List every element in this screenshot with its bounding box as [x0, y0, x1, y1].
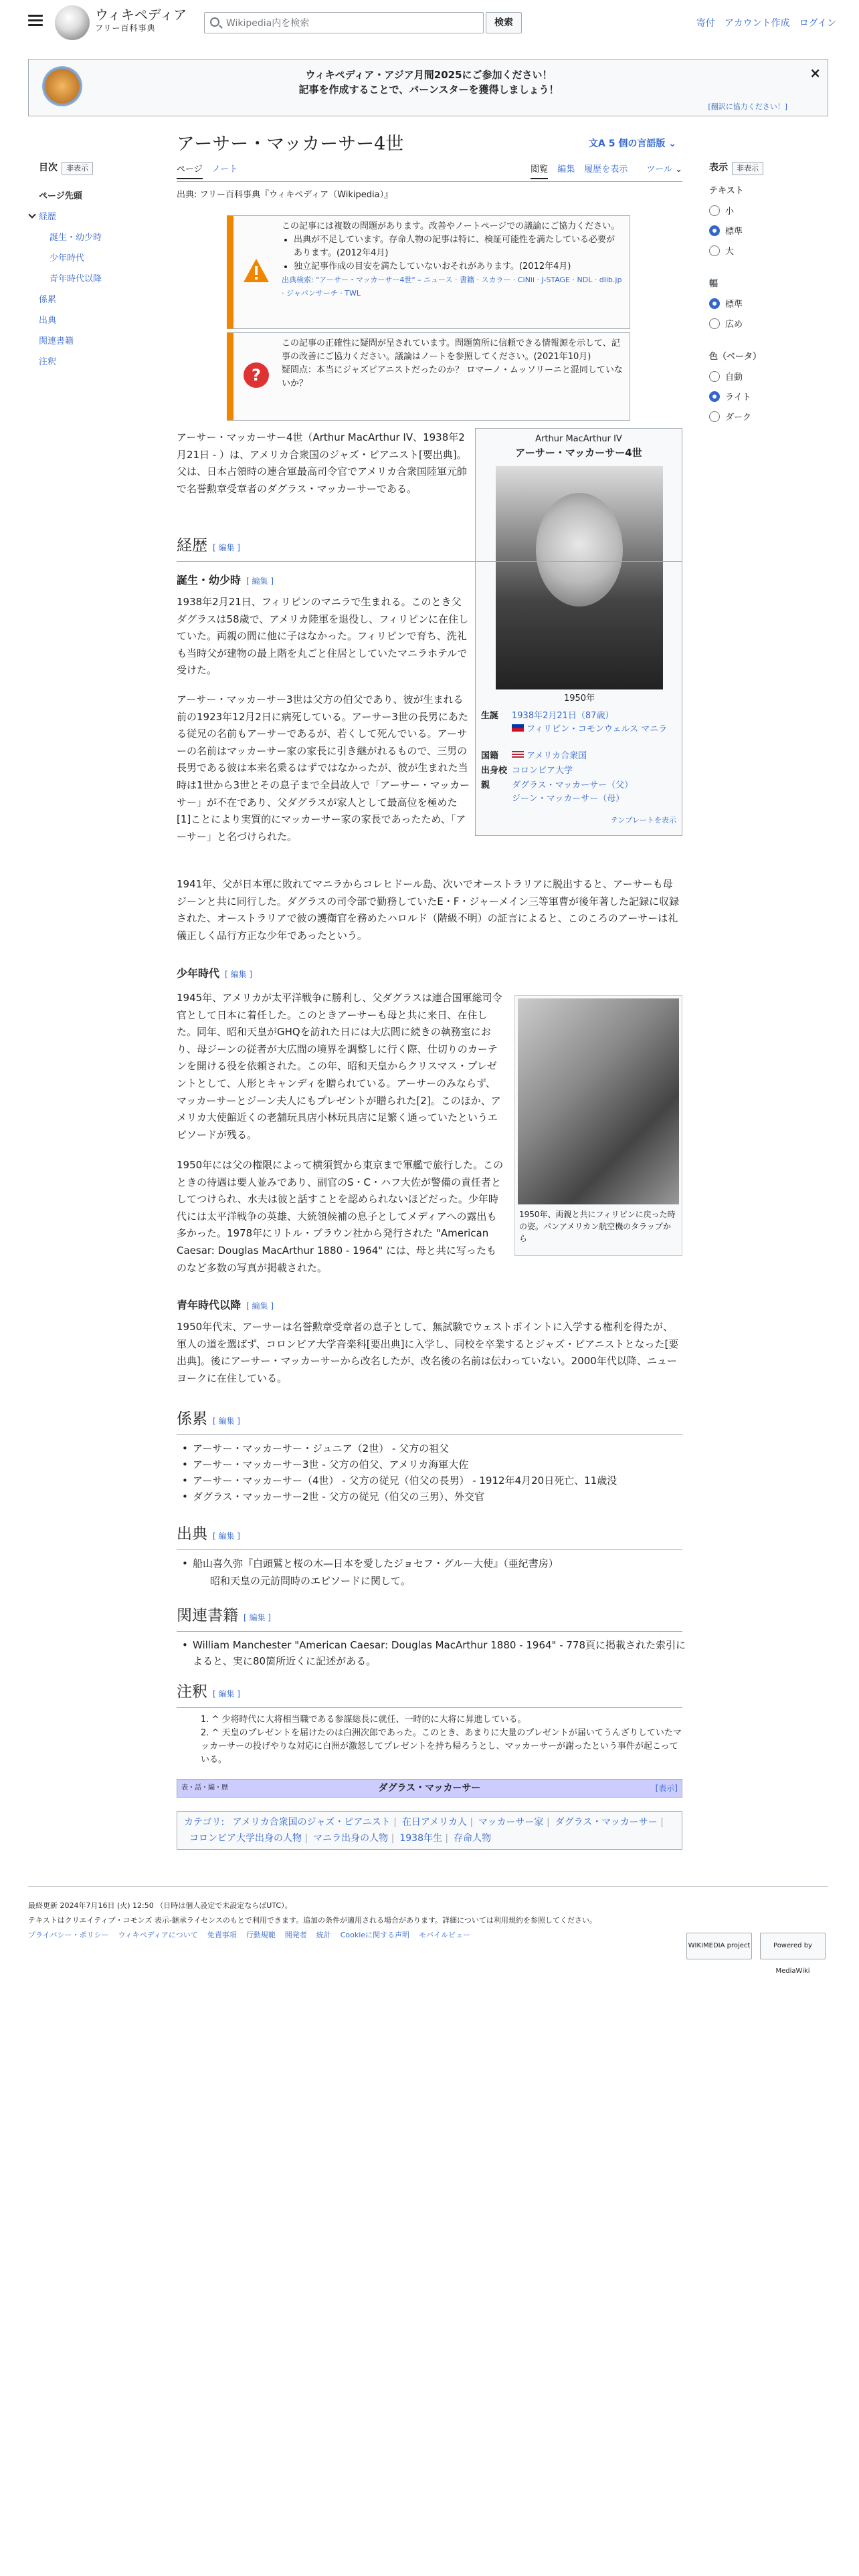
- books-list: [193, 1637, 688, 1669]
- footer-link[interactable]: 行動規範: [246, 1931, 276, 1939]
- edit-adult-link[interactable]: [ 編集 ]: [246, 1301, 274, 1311]
- accuracy-box: [227, 332, 630, 421]
- page-tabs: [177, 160, 682, 182]
- paragraph-adult: 1950年代末、アーサーは名誉勲章受章者の息子として、無試験でウェストポイントに入学する権利を得たが、軍人の道を選ばず、コロンビア大学音楽科[要出典]に入学し、同校を卒業するとジャズ・ピアニストとなった[要出典]。後にアーサー・マッカーサーから改名したが、改名後の名前は伝わっていない。2000年代以降、ニューヨークに在住している。: [177, 1321, 679, 1384]
- edit-notes-link[interactable]: [ 編集 ]: [213, 1689, 240, 1699]
- heading-birth: 誕生・幼少時 [ 編集 ]: [177, 574, 274, 586]
- philippines-flag-icon: [512, 724, 524, 732]
- appearance-hide-button[interactable]: 非表示: [732, 162, 763, 175]
- photo-caption: 1950年: [563, 693, 595, 704]
- footer-link[interactable]: 統計: [316, 1931, 331, 1939]
- heading-sources: 出典 [ 編集 ]: [177, 1523, 682, 1550]
- toc-item[interactable]: ページ先頭: [39, 191, 82, 202]
- heading-youth: 少年時代 [ 編集 ]: [177, 967, 253, 980]
- notice-line-2: 記事を作成することで、バーンスターを獲得しましょう！: [298, 84, 559, 96]
- color-light-radio[interactable]: ライト: [709, 391, 836, 405]
- question-icon: [243, 362, 270, 389]
- toc-item[interactable]: 経歴: [39, 207, 146, 227]
- create-account-link[interactable]: アカウント作成: [724, 18, 790, 29]
- footer-link[interactable]: プライバシー・ポリシー: [28, 1931, 109, 1939]
- parents-label: 親: [481, 780, 490, 790]
- footer-link[interactable]: 開発者: [284, 1931, 307, 1939]
- edit-sources-link[interactable]: [ 編集 ]: [213, 1531, 240, 1541]
- login-link[interactable]: ログイン: [799, 18, 836, 29]
- tab-edit[interactable]: 編集: [557, 165, 575, 175]
- license-text: テキストはクリエイティブ・コモンズ 表示-継承ライセンスのもとで利用できます。追加の条件が適用される場合があります。詳細については利用規約を参照してください。: [28, 1916, 597, 1925]
- intro-paragraph: アーサー・マッカーサー4世（Arthur MacArthur IV、1938年2月21日 - ）は、アメリカ合衆国のジャズ・ピアニスト[要出典]。父は、日本占領時の連合軍最高司令官でアメリカ合衆国陸軍元帥で名誉勲章受章者のダグラス・マッカーサーである。: [177, 431, 467, 495]
- born-value[interactable]: 1938年2月21日（87歳）: [512, 711, 614, 721]
- edit-family-link[interactable]: [ 編集 ]: [213, 1416, 240, 1426]
- portrait-photo[interactable]: [496, 466, 663, 689]
- edit-birth-link[interactable]: [ 編集 ]: [246, 576, 274, 586]
- toc-item[interactable]: 青年時代以降: [50, 274, 102, 285]
- page-title: アーサー・マッカーサー4世: [177, 134, 404, 154]
- site-header: [0, 0, 859, 47]
- navbox-title[interactable]: ダグラス・マッカーサー: [378, 1783, 481, 1794]
- sources-list: [193, 1555, 688, 1572]
- family-photo-caption: 1950年、両親と共にフィリピンに戻った時の姿。パンアメリカン航空機のタラップから: [519, 1210, 676, 1243]
- accuracy-lead: この記事の正確性に疑問が呈されています。問題箇所に信頼できる情報源を示して、記事の改善にご協力ください。議論はノートを参照してください。(2021年10月): [282, 338, 620, 362]
- footer-link[interactable]: Cookieに関する声明: [340, 1931, 410, 1939]
- search-button[interactable]: 検索: [486, 12, 522, 33]
- table-of-contents: [39, 160, 146, 372]
- main-menu-icon[interactable]: [28, 15, 43, 27]
- last-modified: 最終更新 2024年7月16日 (火) 12:50 （日時は個人設定で未設定ならばUTC）。: [28, 1901, 292, 1910]
- source-search-links[interactable]: 出典検索: "アーサー・マッカーサー4世" – ニュース · 書籍 · スカラー · CiNii · J-STAGE · NDL · dlib.jp · ジャパンサーチ · TWL: [282, 276, 622, 298]
- toc-item[interactable]: 誕生・幼少時: [50, 233, 102, 243]
- paragraph-birth-3: 1941年、父が日本軍に敗れてマニラからコレヒドール島、次いでオーストラリアに脱出すると、アーサーも母ジーンと共に同行した。ダグラスの司令部で勤務していたE・F・ジャーメイン三等軍曹が後年著した記録に収録された、オーストラリアで彼の護衛官を務めたハロルド（階級不明）の証言によると、このころのアーサーは礼儀正しく品行方正な少年であったという。: [177, 878, 680, 942]
- category-link[interactable]: ダグラス・マッカーサー: [555, 1817, 658, 1828]
- tab-read[interactable]: 閲覧: [531, 165, 548, 179]
- list-item: • アーサー・マッカーサー・ジュニア（2世） - 父方の祖父: [193, 1440, 688, 1457]
- template-link[interactable]: テンプレートを表示: [610, 816, 676, 825]
- source-line: 出典: フリー百科事典『ウィキペディア（Wikipedia）』: [177, 190, 393, 200]
- toc-title: 目次: [39, 163, 58, 173]
- school-value[interactable]: コロンビア大学: [512, 766, 573, 776]
- family-photo: [514, 995, 682, 1256]
- width-label: 幅: [709, 279, 719, 290]
- category-link[interactable]: マッカーサー家: [478, 1817, 544, 1828]
- category-links: カテゴリ: アメリカ合衆国のジャズ・ピアニスト | 在日アメリカ人 | マッカーサー家 | ダグラス・マッカーサー |コロンビア大学出身の人物 | マニラ出身の人物 | 1938年生 | 存命人物: [177, 1811, 682, 1850]
- list-item: • 船山喜久弥『白頭鷲と桜の木—日本を愛したジョセフ・グルー大使』（亜紀書房）: [193, 1555, 688, 1572]
- category-link[interactable]: コロンビア大学出身の人物: [189, 1833, 302, 1844]
- toc-item[interactable]: 少年時代: [50, 253, 85, 264]
- width-standard-radio[interactable]: 標準: [709, 298, 836, 312]
- category-link[interactable]: 1938年生: [399, 1833, 442, 1844]
- nationality-label: 国籍: [481, 751, 499, 761]
- color-auto-radio[interactable]: 自動: [709, 371, 836, 385]
- heading-adult: 青年時代以降 [ 編集 ]: [177, 1299, 274, 1311]
- usa-flag-icon: [512, 751, 524, 758]
- donate-link[interactable]: 寄付: [696, 18, 715, 29]
- navbox: [177, 1779, 682, 1798]
- tab-page[interactable]: ページ: [177, 165, 203, 179]
- site-notice: [28, 59, 828, 116]
- family-photo-image[interactable]: [518, 998, 679, 1204]
- personal-tools: [687, 16, 836, 31]
- text-size-label: テキスト: [709, 186, 744, 197]
- paragraph-youth-2: 1950年には父の権限によって横須賀から東京まで軍艦で旅行した。このときの待遇は要人並みであり、副官のS・C・ハフ大佐が警備の責任者としてつけられ、水夫は彼と話すことを認められないほどだった。少年時代には太平洋戦争の英雄、大統領候補の息子としてメディアへの露出も多かった。1978年にリトル・ブラウン社から発行された "American Caesar: Douglas MacArthur 1880 - 1964" には、母と共に写ったものなど多数の写真が掲載された。: [177, 1159, 504, 1274]
- toc-item[interactable]: 係累: [39, 295, 57, 306]
- width-wide-radio[interactable]: 広め: [709, 318, 836, 332]
- nationality-value[interactable]: アメリカ合衆国: [527, 751, 587, 761]
- issue-notability: • 独立記事作成の目安を満たしていないおそれがあります。(2012年4月): [294, 260, 623, 274]
- chevron-down-icon[interactable]: [28, 211, 35, 219]
- text-standard-radio[interactable]: 標準: [709, 225, 836, 239]
- svg-text:?: ?: [252, 366, 261, 385]
- paragraph-youth-1: 1945年、アメリカが太平洋戦争に勝利し、父ダグラスは連合国軍総司令官として日本に着任した。このときアーサーも母と共に来日、在住した。同年、昭和天皇がGHQを訪れた日には大広間に続きの執務室におり、母ジーンの従者が大広間の境界を調整しに行く際、仕切りのカーテンを開ける役を依頼された。この年、昭和天皇からクリスマス・プレゼントとして、人形とキャンディを贈られている。アーサーのみならず、マッカーサーとジーン夫人にもプレゼントが贈られた[2]。このほか、アメリカ大使館近くの老舗玩具店小林玩具店に足繁く通っていたというエピソードが残る。: [177, 992, 502, 1141]
- infobox-name-en: Arthur MacArthur IV: [535, 434, 622, 444]
- edit-youth-link[interactable]: [ 編集 ]: [225, 970, 253, 979]
- note-item: 2. ^ 天皇のプレゼントを届けたのは白洲次郎であった。このとき、あまりに大量のプレゼントが届いてうんざりしていたマッカーサーの投げやりな対応に白洲が激怒してプレゼントを持ち帰ろうとし、マッカーサーが謝ったという事件が起こっている。: [201, 1728, 682, 1765]
- color-dark-radio[interactable]: ダーク: [709, 411, 836, 425]
- search-icon: [210, 17, 219, 27]
- school-label: 出身校: [481, 766, 508, 776]
- family-list: [193, 1440, 688, 1505]
- translate-link[interactable]: [翻訳に協力ください！]: [708, 102, 787, 112]
- list-item: • ダグラス・マッカーサー2世 - 父方の従兄（伯父の三男）、外交官: [193, 1489, 688, 1505]
- toc-item[interactable]: 注釈: [39, 357, 57, 368]
- paragraph-birth-1: 1938年2月21日、フィリピンのマニラで生まれる。このとき父ダグラスは58歳で、アメリカ陸軍を退役し、フィリピンに在住していた。両親の間に他に子はなかった。フィリピンで育ち、洗礼も当時父が建物の最上階を丸ごと住居としていたマニラホテルで受けた。: [177, 596, 469, 677]
- list-item: • アーサー・マッカーサー（4世） - 父方の従兄（伯父の長男） - 1912年4月20日死亡、11歳没: [193, 1473, 688, 1489]
- tools-menu[interactable]: ツール ⌄: [646, 165, 682, 175]
- edit-books-link[interactable]: [ 編集 ]: [244, 1613, 271, 1622]
- father-value[interactable]: ダグラス・マッカーサー（父）: [512, 780, 634, 790]
- mediawiki-badge[interactable]: Powered by MediaWiki: [760, 1933, 826, 1959]
- tab-history[interactable]: 履歴を表示: [584, 165, 628, 175]
- heading-career: 経歴 [ 編集 ]: [177, 535, 682, 562]
- text-small-radio[interactable]: 小: [709, 205, 836, 219]
- list-item: • William Manchester "American Caesar: Douglas MacArthur 1880 - 1964" - 778頁に掲載された索引によると、実に80箇所近くに記述がある。: [193, 1637, 688, 1669]
- categories-label[interactable]: カテゴリ:: [184, 1817, 225, 1828]
- issues-lead: この記事には複数の問題があります。改善やノートページでの議論にご協力ください。: [282, 221, 620, 231]
- born-place[interactable]: フィリピン・コモンウェルス マニラ: [527, 724, 668, 734]
- wikipedia-logo[interactable]: [55, 5, 90, 40]
- language-selector[interactable]: 文A 5 個の言語版 ⌄: [589, 138, 676, 149]
- notice-line-1[interactable]: ウィキペディア・アジア月間2025にご参加ください！: [305, 69, 553, 81]
- appearance-title: 表示: [709, 163, 728, 173]
- issues-box: [227, 215, 630, 329]
- search-input[interactable]: [204, 12, 484, 33]
- mother-value[interactable]: ジーン・マッカーサー（母）: [512, 794, 625, 804]
- appearance-panel: [709, 160, 836, 425]
- paragraph-birth-2: アーサー・マッカーサー3世は父方の伯父であり、彼が生まれる前の1923年12月2日に病死している。アーサー3世の長男にあたる従兄の名前もアーサーであるが、若くして死んでいる。アーサーの名前はマッカーサー家の家長に引き継がれるもので、三男の長男である彼は本来名乗るはずではなかったが、彼が生まれた当時は1世から3世とその息子まで全員故人で「アーサー・マッカーサー」が不在であり、父ダグラスが家人として最高位を極めた[1]ことにより実質的にマッカーサー家の家長であったため、「アーサー」と名づけられた。: [177, 693, 470, 843]
- toc-item[interactable]: 出典: [39, 316, 57, 326]
- born-label: 生誕: [481, 711, 499, 721]
- accuracy-question: 疑問点：本当にジャズピアニストだったのか？ ロマーノ・ムッソリーニと混同していないか？: [282, 365, 623, 389]
- note-item: 1. ^ 少将時代に大将相当職である参謀総長に就任、一時的に大将に昇進している。: [201, 1715, 527, 1725]
- category-link[interactable]: 存命人物: [454, 1833, 492, 1844]
- category-link[interactable]: マニラ出身の人物: [313, 1833, 389, 1844]
- toc-item[interactable]: 関連書籍: [39, 336, 74, 347]
- category-link[interactable]: アメリカ合衆国のジャズ・ピアニスト: [232, 1817, 391, 1828]
- heading-family: 係累 [ 編集 ]: [177, 1408, 682, 1435]
- navbox-vte-links[interactable]: 表・話・編・歴: [181, 1784, 228, 1792]
- toc-hide-button[interactable]: 非表示: [62, 162, 93, 175]
- infobox: [475, 428, 682, 836]
- heading-notes: 注釈 [ 編集 ]: [177, 1681, 682, 1708]
- issue-sources: • 出典が不足しています。存命人物の記事は特に、検証可能性を満たしている必要があります。(2012年4月): [294, 233, 623, 260]
- list-item: • アーサー・マッカーサー3世 - 父方の伯父、アメリカ海軍大佐: [193, 1457, 688, 1473]
- wordmark[interactable]: ウィキペディア フリー百科事典: [95, 7, 187, 33]
- close-icon[interactable]: ×: [809, 65, 821, 81]
- footer-link[interactable]: 免責事項: [207, 1931, 237, 1939]
- color-label: 色（ベータ）: [709, 351, 762, 362]
- footer-link[interactable]: ウィキペディアについて: [118, 1931, 198, 1939]
- text-large-radio[interactable]: 大: [709, 245, 836, 259]
- edit-career-link[interactable]: [ 編集 ]: [213, 543, 240, 552]
- wikimedia-badge[interactable]: WIKIMEDIA project: [686, 1933, 752, 1959]
- search-placeholder: Wikipedia内を検索: [226, 18, 310, 29]
- heading-books: 関連書籍 [ 編集 ]: [177, 1605, 682, 1632]
- navbox-show-button[interactable]: [表示]: [655, 1784, 678, 1793]
- category-link[interactable]: 在日アメリカ人: [401, 1817, 467, 1828]
- footer-link[interactable]: モバイルビュー: [419, 1931, 471, 1939]
- infobox-name-ja: アーサー・マッカーサー4世: [515, 447, 642, 459]
- warning-icon: [243, 257, 270, 284]
- tab-talk[interactable]: ノート: [211, 165, 238, 175]
- notes-list: [201, 1713, 682, 1767]
- sources-note: 昭和天皇の元訪問時のエピソードに関して。: [210, 1575, 411, 1587]
